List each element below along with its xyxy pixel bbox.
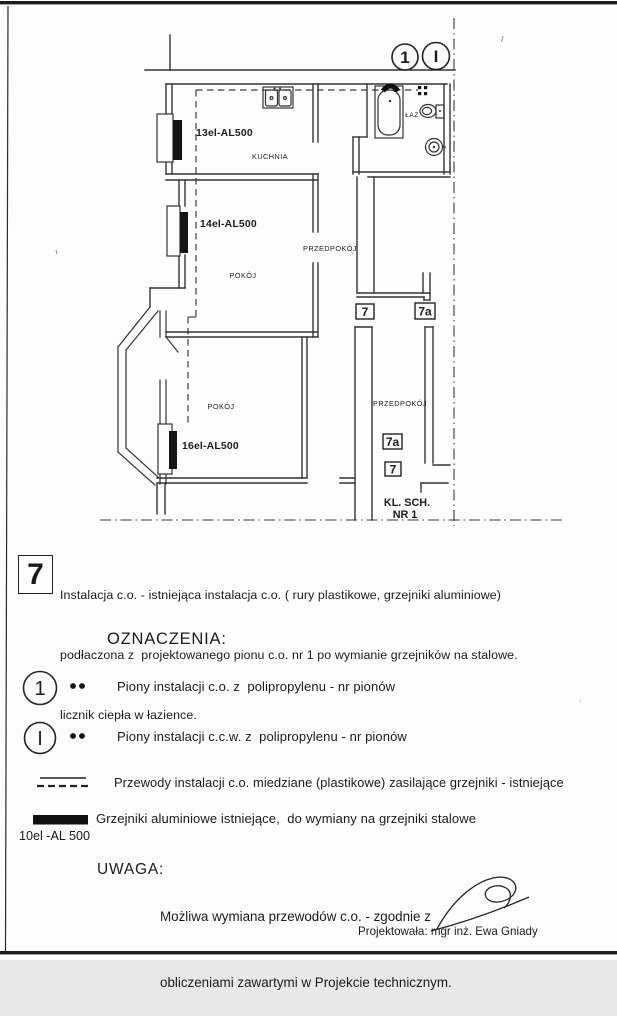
radiator-14-label: 14el-AL500 [200, 219, 257, 230]
radiator-14 [167, 206, 188, 256]
legend-row1-text: Piony instalacji c.o. z polipropylenu - nr pionów [117, 679, 396, 694]
legend-row2-text: Piony instalacji c.c.w. z polipropylenu - nr pionów [117, 729, 407, 744]
unit-marker-7a-upper: 7a [418, 304, 432, 319]
legend-row3-text: Przewody instalacji c.o. miedziane (plastikowe) zasilające grzejniki - istniejące [114, 775, 564, 790]
radiator-16-label: 16el-AL500 [182, 441, 239, 452]
legend-symbol-pipes [37, 778, 89, 786]
riser-ccw-label: I [433, 47, 439, 66]
note-marker-box [18, 555, 53, 594]
washbasin-icon [426, 139, 447, 156]
legend-radiator-caption: 10el -AL 500 [19, 829, 90, 843]
unit-marker-7a-lower: 7a [385, 435, 400, 449]
riser-co-label: 1 [400, 48, 410, 67]
heating-pipe-dashed [188, 90, 418, 424]
uwaga-line2: obliczeniami zawartymi w Projekcie technicznym. [160, 975, 452, 990]
riser-dots [418, 86, 427, 95]
unit-marker-7-upper: 7 [361, 305, 369, 319]
uwaga-label: UWAGA: [97, 861, 165, 878]
unit-marker-boxes [356, 303, 435, 476]
legend-heading: OZNACZENIA: [107, 630, 227, 648]
room-label-hall-upper: PRZEDPOKÓJ [303, 244, 357, 253]
room-label-kitchen: KUCHNIA [252, 152, 288, 161]
note-marker: 7 [27, 557, 44, 591]
riser-circle-ccw [423, 43, 450, 70]
bathtub-icon [375, 86, 403, 138]
legend-symbol-radiator-bar [33, 815, 88, 825]
room-label-bathroom: ŁAZ [405, 112, 419, 119]
legend-row4-text: Grzejniki aluminiowe istniejące, do wymiany na grzejniki stalowe [96, 811, 477, 826]
room-label-room-upper: POKÓJ [229, 271, 257, 280]
room-label-room-lower: POKÓJ [207, 402, 235, 411]
radiator-13 [157, 114, 182, 162]
staircase-label-line2: NR 1 [392, 509, 418, 521]
uwaga-line1: Możliwa wymiana przewodów c.o. - zgodnie z [160, 909, 431, 924]
staircase-label-line1: KL. SCH. [383, 497, 431, 509]
svg-text:1: 1 [34, 678, 46, 700]
room-label-hall-lower: PRZEDPOKÓJ [373, 399, 427, 408]
note-line1: Instalacja c.o. - istniejąca instalacja c.o. ( rury plastikowe, grzejniki aluminiowe) [60, 588, 501, 602]
unit-marker-7-lower: 7 [389, 462, 397, 477]
note-line3: licznik ciepła w łazience. [60, 708, 197, 722]
radiator-16 [158, 424, 177, 474]
note-line2: podłaczona z projektowanego pionu c.o. nr 1 po wymianie grzejników na stalowe. [60, 648, 518, 662]
svg-text:I: I [37, 728, 43, 750]
designer-credit: Projektowała: mgr inż. Ewa Gniady [358, 925, 538, 938]
uwaga-text [160, 862, 460, 1016]
radiator-13-label: 13el-AL500 [196, 128, 253, 139]
riser-circle-co [392, 44, 418, 70]
toilet-icon [420, 105, 444, 119]
